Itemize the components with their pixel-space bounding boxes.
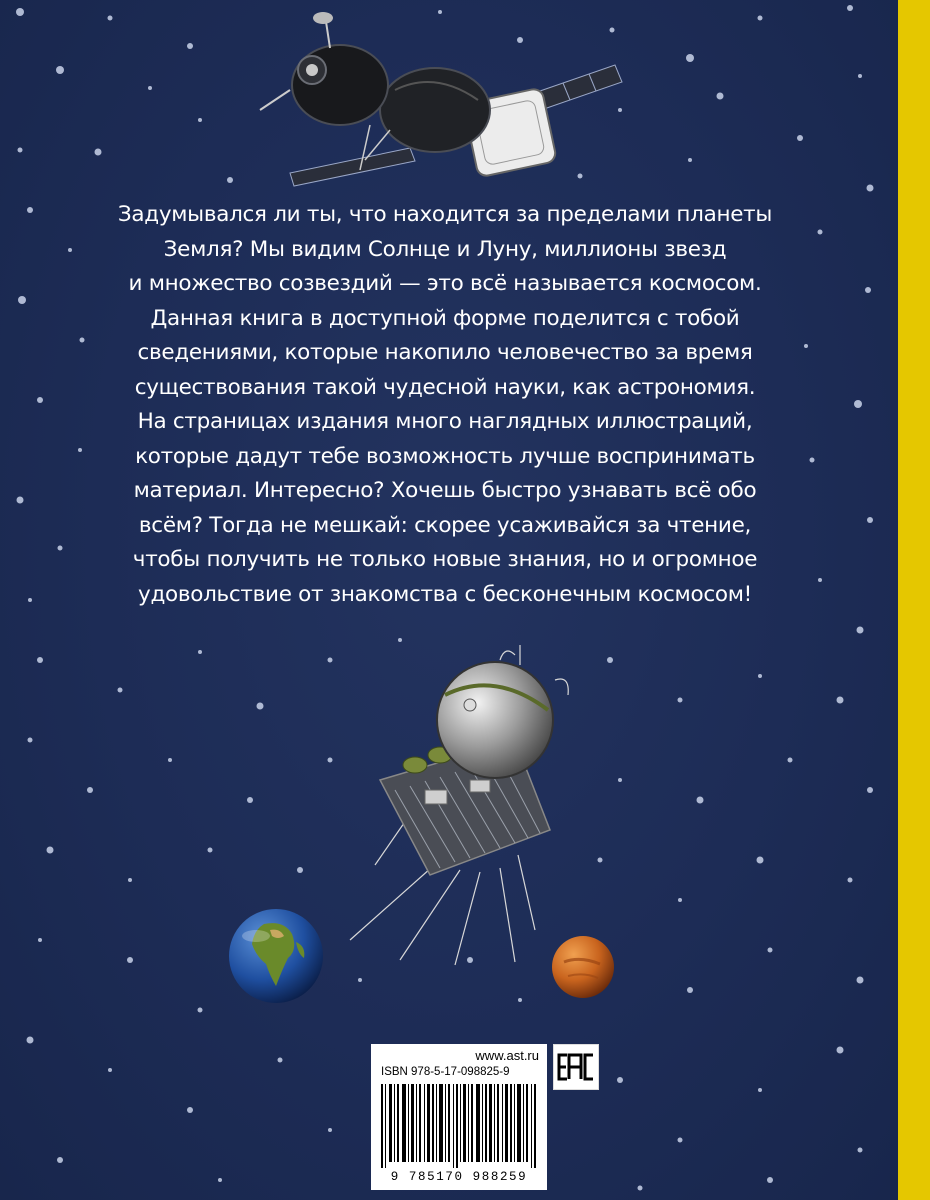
description-line: существования такой чудесной науки, как астрономия. <box>134 374 756 400</box>
description-line: и множество созвездий — это всё называется космосом. <box>128 271 762 296</box>
isbn-text: ISBN 978-5-17-098825-9 <box>381 1066 510 1078</box>
mars-icon <box>550 934 616 1000</box>
description-text <box>110 198 780 612</box>
description-line: удовольствие от знакомства с бесконечным космосом! <box>138 581 752 607</box>
spine-strip <box>898 0 930 1200</box>
description-line: всём? Тогда не мешкай: скорее усаживайся за чтение, <box>138 512 752 538</box>
description-line: Данная книга в доступной форме поделится с тобой <box>150 305 740 331</box>
description-line: которые дадут тебе возможность лучше воспринимать <box>135 443 755 469</box>
earth-icon <box>226 906 326 1006</box>
description-line: На страницах издания много наглядных иллюстраций, <box>137 409 753 434</box>
publisher-url: www.ast.ru <box>475 1048 539 1063</box>
soyuz-spacecraft-icon <box>230 10 650 195</box>
description-line: чтобы получить не только новые знания, но и огромное <box>132 547 758 572</box>
barcode-label <box>371 1044 547 1190</box>
description-line: сведениями, которые накопило человечество за время <box>137 340 753 365</box>
eac-mark-icon <box>553 1044 599 1090</box>
description-line: материал. Интересно? Хочешь быстро узнавать всё обо <box>133 478 757 503</box>
description-line: Задумывался ли ты, что находится за пределами планеты <box>117 202 773 227</box>
barcode-icon <box>381 1084 537 1168</box>
vostok-spacecraft-icon <box>320 640 620 970</box>
description-line: Земля? Мы видим Солнце и Луну, миллионы звезд <box>163 236 727 262</box>
barcode-digits: 9 785170 988259 <box>390 1170 528 1184</box>
